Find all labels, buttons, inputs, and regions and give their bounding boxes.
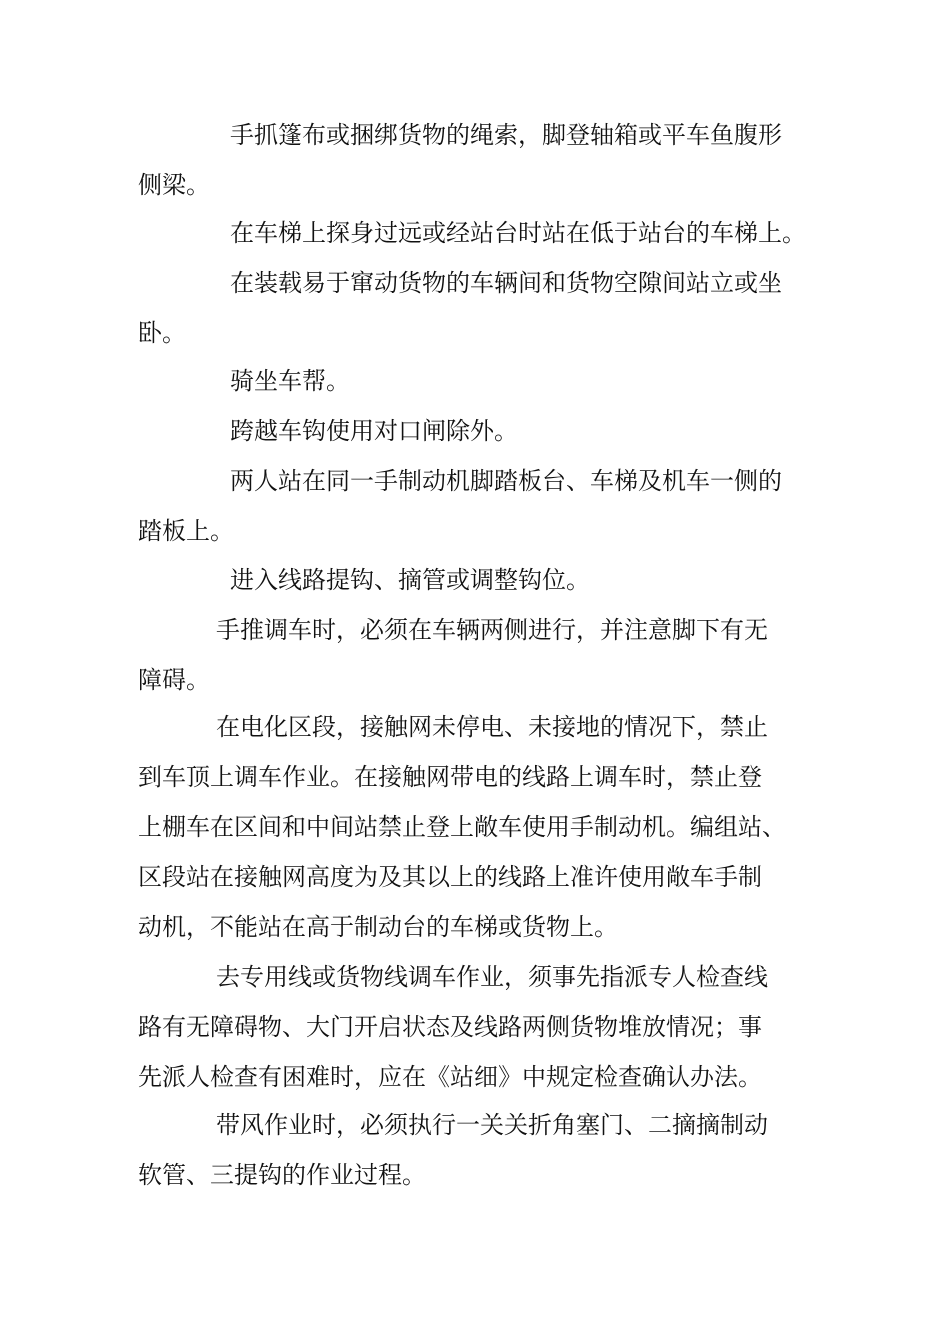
paragraph-line: 卧。 <box>138 319 186 347</box>
paragraph-1 <box>138 110 828 210</box>
paragraph-line: 在装载易于窜动货物的车辆间和货物空隙间站立或坐 <box>230 269 782 297</box>
paragraph-line: 去专用线或货物线调车作业，须事先指派专人检查线 <box>216 963 768 991</box>
paragraph-line: 侧梁。 <box>138 171 210 199</box>
paragraph-line: 在电化区段，接触网未停电、未接地的情况下，禁止 <box>216 713 768 741</box>
paragraph-2 <box>138 208 828 258</box>
paragraph-line: 软管、三提钩的作业过程。 <box>138 1161 426 1189</box>
paragraph-line: 障碍。 <box>138 666 210 694</box>
paragraph-line: 在车梯上探身过远或经站台时站在低于站台的车梯上。 <box>230 219 806 247</box>
paragraph-9 <box>138 702 828 952</box>
paragraph-line: 到车顶上调车作业。在接触网带电的线路上调车时，禁止登 <box>138 763 762 791</box>
paragraph-line: 先派人检查有困难时，应在《站细》中规定检查确认办法。 <box>138 1063 762 1091</box>
paragraph-line: 上棚车在区间和中间站禁止登上敞车使用手制动机。编组站、 <box>138 813 786 841</box>
paragraph-line: 两人站在同一手制动机脚踏板台、车梯及机车一侧的 <box>230 467 782 495</box>
paragraph-5 <box>138 406 828 456</box>
paragraph-line: 区段站在接触网高度为及其以上的线路上准许使用敞车手制 <box>138 863 762 891</box>
paragraph-line: 动机，不能站在高于制动台的车梯或货物上。 <box>138 913 618 941</box>
paragraph-10 <box>138 952 828 1102</box>
paragraph-6 <box>138 456 828 556</box>
paragraph-line: 手抓篷布或捆绑货物的绳索，脚登轴箱或平车鱼腹形 <box>230 121 782 149</box>
paragraph-4 <box>138 356 828 406</box>
paragraph-8 <box>138 605 828 705</box>
paragraph-3 <box>138 258 828 358</box>
paragraph-line: 踏板上。 <box>138 517 234 545</box>
paragraph-line: 骑坐车帮。 <box>230 367 350 395</box>
paragraph-line: 带风作业时，必须执行一关关折角塞门、二摘摘制动 <box>216 1111 768 1139</box>
paragraph-line: 手推调车时，必须在车辆两侧进行，并注意脚下有无 <box>216 616 768 644</box>
paragraph-line: 跨越车钩使用对口闸除外。 <box>230 417 518 445</box>
paragraph-7 <box>138 555 828 605</box>
paragraph-line: 进入线路提钩、摘管或调整钩位。 <box>230 566 590 594</box>
paragraph-line: 路有无障碍物、大门开启状态及线路两侧货物堆放情况；事 <box>138 1013 762 1041</box>
paragraph-11 <box>138 1100 828 1200</box>
